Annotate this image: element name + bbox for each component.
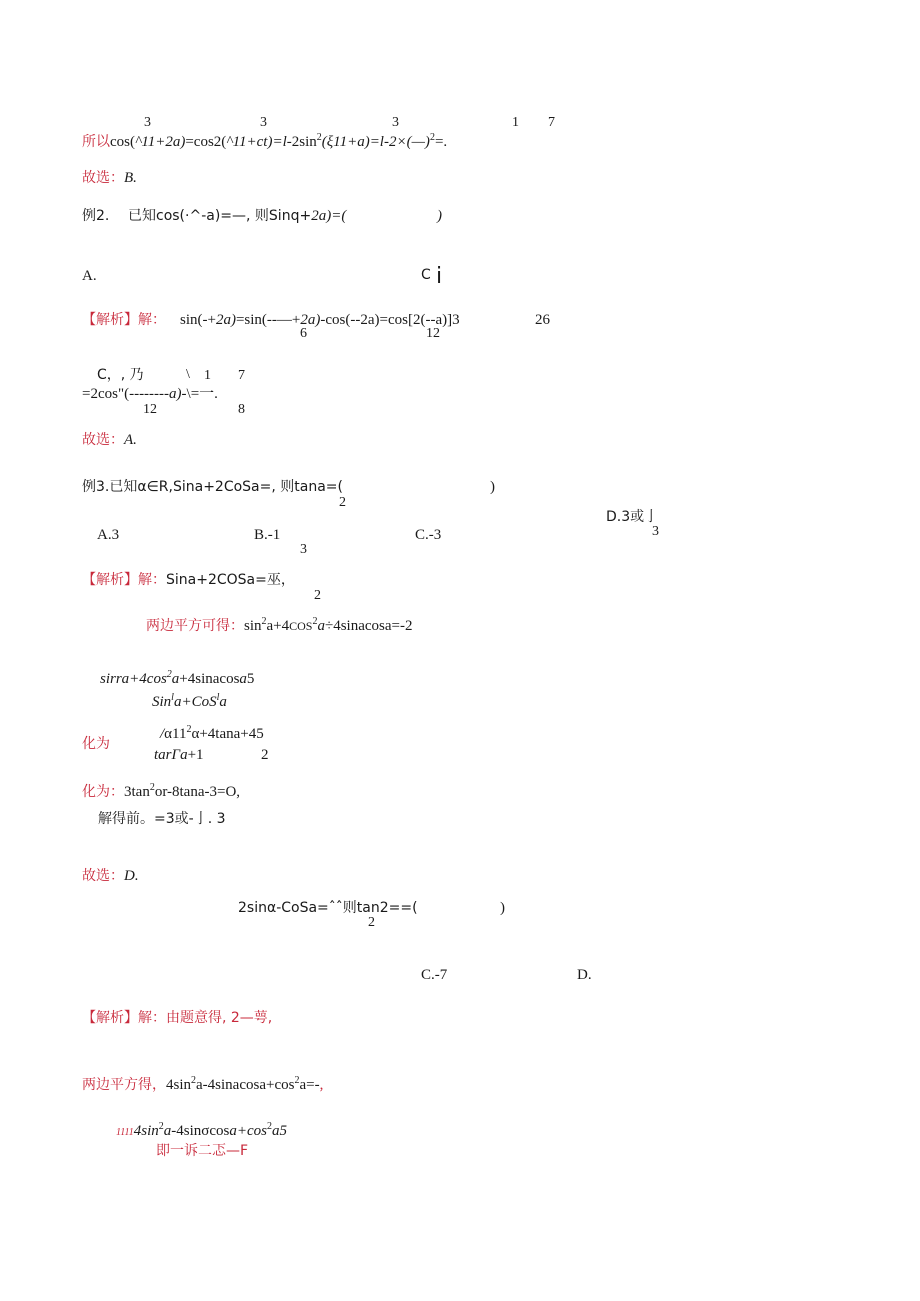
formula-part: a bbox=[180, 747, 188, 763]
formula-part: 由题意得, 2—萼, bbox=[166, 1010, 273, 1026]
solution-4-fraction bbox=[116, 1122, 287, 1139]
answer-line-2 bbox=[82, 433, 137, 448]
formula-part: cos( bbox=[110, 134, 135, 150]
formula-part: =cos2( bbox=[185, 134, 227, 150]
example-2-text bbox=[128, 209, 346, 224]
question-text: 已知cos(·^-a)=—, 则Sinq+ bbox=[128, 208, 312, 224]
numerator: 7 bbox=[548, 115, 555, 130]
solution-3-result: 解得前。=3或-亅. 3 bbox=[98, 811, 226, 827]
formula-part: 3tan bbox=[124, 784, 150, 800]
superscript: l bbox=[171, 692, 174, 703]
formula-part: sirra+4cos bbox=[100, 671, 167, 687]
denominator: 2 bbox=[368, 915, 375, 930]
denominator: 2 bbox=[261, 747, 269, 763]
formula-part: -cos(--2a)=cos[2(--a)]3 bbox=[320, 312, 460, 328]
formula-part: a bbox=[239, 671, 247, 687]
solution-tag: 【解析】 bbox=[82, 312, 138, 328]
option-a: A. bbox=[82, 268, 97, 284]
superscript: 2 bbox=[191, 1075, 197, 1086]
option-b: B.-1 bbox=[254, 527, 281, 543]
question-text: 已知α∈R,Sina+2CoSa=, 则tana=( bbox=[109, 479, 343, 495]
option-c-glyph: i bbox=[436, 264, 443, 289]
option-a: A.3 bbox=[97, 527, 120, 543]
superscript: 2 bbox=[166, 669, 172, 680]
denominator: 12 bbox=[143, 402, 157, 417]
example-2-question bbox=[82, 209, 109, 224]
solution-lead: 解： bbox=[138, 572, 166, 588]
formula-part: \=一. bbox=[186, 386, 218, 402]
fraction-denominator-line bbox=[152, 693, 227, 710]
formula-part: / bbox=[160, 726, 165, 742]
solution-3-square bbox=[146, 617, 413, 634]
formula-part: sin bbox=[244, 618, 262, 634]
formula-part: a)- bbox=[169, 386, 187, 402]
superscript: 2 bbox=[158, 1121, 164, 1132]
numerator: 1 bbox=[204, 368, 211, 383]
formula-part: ^11+2a) bbox=[135, 134, 186, 150]
step-label: 两边平方可得： bbox=[146, 618, 244, 634]
formula-part: =. bbox=[434, 134, 448, 150]
superscript: 2 bbox=[316, 132, 322, 143]
denominator: 12 bbox=[426, 326, 440, 341]
option-d: D.3或亅 bbox=[606, 509, 659, 525]
prefix-mark: 1111 bbox=[116, 1127, 134, 1138]
solution-lead: 解： bbox=[138, 312, 166, 328]
prefix-text: 所以 bbox=[82, 134, 110, 150]
answer-label: 故选： bbox=[82, 170, 124, 186]
annotation: \ bbox=[186, 367, 190, 382]
formula-part: a bbox=[229, 1123, 237, 1139]
superscript: 2 bbox=[312, 616, 318, 627]
formula-part: ÷4sinacosa=-2 bbox=[324, 618, 413, 634]
formula-part: Sina+2COSa=巫， bbox=[166, 572, 295, 588]
solution-4-line-1 bbox=[82, 1011, 272, 1026]
answer-line-1 bbox=[82, 171, 137, 186]
formula-part: ^11+ct)=l- bbox=[226, 134, 292, 150]
step-label: 两边平方得， bbox=[82, 1077, 166, 1093]
superscript: l bbox=[216, 692, 220, 703]
numerator: 1 bbox=[512, 115, 519, 130]
formula-part: a=- bbox=[299, 1077, 320, 1093]
formula-part: =sin(--—+ bbox=[235, 312, 301, 328]
fraction-numerator-line bbox=[100, 670, 254, 687]
close-paren: ) bbox=[437, 208, 442, 224]
example-4-question: 2sinα-CoSa=ˆˆ则tan2==( bbox=[238, 900, 418, 916]
formula-part: 2sin bbox=[291, 134, 317, 150]
option-c: C.-7 bbox=[421, 967, 448, 983]
formula-part: a bbox=[171, 671, 180, 687]
formula-part: , bbox=[319, 1077, 324, 1093]
annotation: C，, 乃 bbox=[97, 367, 144, 383]
formula-part: -4sinσcos bbox=[171, 1123, 230, 1139]
formula-number: 26 bbox=[535, 312, 550, 328]
formula-part: α+4tana+45 bbox=[191, 726, 264, 742]
formula-part: tar bbox=[154, 747, 172, 763]
denominator: 2 bbox=[339, 495, 346, 510]
superscript: 2 bbox=[149, 782, 155, 793]
close-paren: ) bbox=[490, 479, 495, 495]
superscript: 2 bbox=[186, 724, 192, 735]
denominator: 6 bbox=[300, 326, 307, 341]
solution-2-line-2 bbox=[82, 387, 218, 402]
close-paren: ) bbox=[500, 900, 505, 916]
solution-tag: 【解析】 bbox=[82, 1010, 138, 1026]
numerator: 3 bbox=[260, 115, 267, 130]
formula-part: a+CoS bbox=[173, 694, 217, 710]
conversion-denominator bbox=[154, 748, 204, 763]
question-text: 2a)=( bbox=[311, 208, 347, 224]
superscript: 2 bbox=[261, 616, 267, 627]
formula-part: +1 bbox=[187, 747, 204, 763]
superscript: 2 bbox=[429, 132, 435, 143]
formula-part: 5 bbox=[246, 671, 255, 687]
denominator: 3 bbox=[300, 542, 307, 557]
formula-part: 2a) bbox=[215, 312, 236, 328]
denominator: 2 bbox=[314, 588, 321, 603]
option-c: C.-3 bbox=[415, 527, 442, 543]
formula-part: 4sin bbox=[166, 1077, 192, 1093]
answer-value: A. bbox=[124, 432, 137, 448]
formula-part: Sin bbox=[152, 694, 172, 710]
answer-value: B. bbox=[124, 170, 137, 186]
formula-part: 4sin bbox=[133, 1123, 159, 1139]
option-c: C bbox=[421, 267, 431, 283]
formula-part: 2a) bbox=[300, 312, 321, 328]
formula-part: (ξ11+a)=l-2×(—) bbox=[321, 134, 430, 150]
example-label: 例3. bbox=[82, 479, 110, 495]
formula-part: a+4 bbox=[266, 618, 290, 634]
step-label: 化为 bbox=[82, 736, 110, 752]
superscript: 2 bbox=[267, 1121, 273, 1132]
formula-line-1 bbox=[82, 133, 447, 150]
formula-part: sin(-+ bbox=[180, 312, 216, 328]
solution-4-last: 即一诉二忑—F bbox=[156, 1143, 249, 1159]
solution-tag: 【解析】 bbox=[82, 572, 138, 588]
formula-part: a-4sinacosa+cos bbox=[196, 1077, 295, 1093]
formula-part: a bbox=[163, 1123, 172, 1139]
numerator: 3 bbox=[144, 115, 151, 130]
solution-lead: 解： bbox=[138, 1010, 166, 1026]
step-label: 化为： bbox=[82, 784, 124, 800]
answer-label: 故选： bbox=[82, 868, 124, 884]
denominator: 8 bbox=[238, 402, 245, 417]
denominator: 3 bbox=[652, 524, 659, 539]
example-label: 例2. bbox=[82, 208, 110, 224]
conversion-numerator bbox=[160, 725, 264, 742]
formula-part: Γ bbox=[171, 747, 181, 763]
answer-label: 故选： bbox=[82, 432, 124, 448]
formula-part: +cos bbox=[236, 1123, 268, 1139]
formula-part: α11 bbox=[164, 726, 187, 742]
solution-3-line-1 bbox=[82, 573, 295, 588]
formula-part: a5 bbox=[272, 1123, 288, 1139]
answer-line-3 bbox=[82, 869, 139, 884]
solution-2-formula bbox=[180, 313, 460, 328]
formula-part: +4sinacos bbox=[179, 671, 240, 687]
solution-2-line-1 bbox=[82, 313, 166, 328]
solution-4-square bbox=[82, 1076, 323, 1093]
formula-part: =2cos"(-------- bbox=[82, 386, 170, 402]
superscript: 2 bbox=[294, 1075, 300, 1086]
option-d: D. bbox=[577, 967, 592, 983]
example-3-question bbox=[82, 480, 343, 495]
solution-3-conversion-2 bbox=[82, 783, 240, 800]
formula-part: or-8tana-3=O, bbox=[154, 784, 241, 800]
formula-part: a bbox=[219, 694, 227, 710]
formula-part: COS bbox=[289, 619, 313, 633]
numerator: 7 bbox=[238, 368, 245, 383]
formula-part: a bbox=[317, 618, 325, 634]
numerator: 3 bbox=[392, 115, 399, 130]
answer-value: D. bbox=[124, 868, 139, 884]
